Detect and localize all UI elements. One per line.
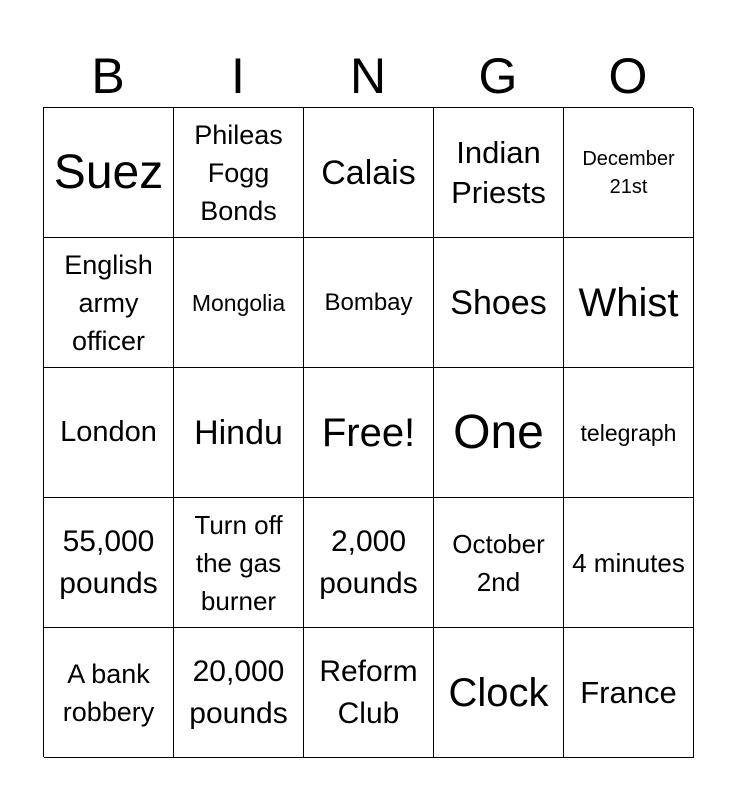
bingo-cell[interactable] <box>564 368 694 498</box>
cell-text: Indian Priests <box>451 134 546 210</box>
header-letter-o: O <box>608 48 648 104</box>
bingo-cell free-space[interactable] <box>304 368 434 498</box>
cell-text: Suez <box>53 145 164 199</box>
bingo-cell[interactable] <box>564 628 694 758</box>
bingo-cell[interactable] <box>434 628 564 758</box>
bingo-cell[interactable] <box>304 498 434 628</box>
cell-text: English army officer <box>64 249 153 356</box>
bingo-cell[interactable] <box>434 238 564 368</box>
bingo-cell[interactable] <box>174 628 304 758</box>
cell-text: telegraph <box>580 419 677 446</box>
cell-text: 55,000 pounds <box>59 524 158 600</box>
cell-text: London <box>60 416 157 448</box>
cell-text: Mongolia <box>191 289 286 316</box>
bingo-cell[interactable] <box>44 368 174 498</box>
bingo-cell[interactable] <box>174 368 304 498</box>
bingo-header <box>43 46 693 106</box>
cell-text: Bombay <box>324 288 413 316</box>
bingo-cell[interactable] <box>434 498 564 628</box>
header-letter-i: I <box>231 48 245 104</box>
bingo-cell[interactable] <box>174 498 304 628</box>
bingo-cell[interactable] <box>44 108 174 238</box>
cell-text: December 21st <box>582 147 675 198</box>
cell-text: Calais <box>321 153 416 192</box>
cell-text: Clock <box>448 670 549 715</box>
cell-text: Whist <box>578 280 679 325</box>
bingo-cell[interactable] <box>304 628 434 758</box>
cell-text: A bank robbery <box>62 658 155 727</box>
cell-text: 4 minutes <box>572 547 685 578</box>
cell-text: Reform Club <box>319 654 418 730</box>
bingo-cell[interactable] <box>304 238 434 368</box>
cell-text: One <box>453 405 544 459</box>
cell-text: Free! <box>321 410 416 455</box>
cell-text: Shoes <box>450 283 547 322</box>
cell-text: Phileas Fogg Bonds <box>194 119 283 226</box>
bingo-cell[interactable] <box>304 108 434 238</box>
bingo-cell[interactable] <box>564 498 694 628</box>
bingo-cell[interactable] <box>564 108 694 238</box>
cell-text: October 2nd <box>452 528 545 597</box>
bingo-cell[interactable] <box>434 368 564 498</box>
bingo-cell[interactable] <box>44 498 174 628</box>
cell-text: Hindu <box>194 413 283 452</box>
bingo-cell[interactable] <box>564 238 694 368</box>
bingo-cell[interactable] <box>174 108 304 238</box>
cell-text: 2,000 pounds <box>319 524 418 600</box>
cell-text: 20,000 pounds <box>189 654 288 730</box>
bingo-cell[interactable] <box>44 238 174 368</box>
bingo-board <box>43 107 693 757</box>
header-letter-n: N <box>349 48 387 104</box>
cell-text: France <box>580 674 677 710</box>
bingo-cell[interactable] <box>174 238 304 368</box>
bingo-cell[interactable] <box>434 108 564 238</box>
header-letter-g: G <box>478 48 518 104</box>
header-letter-b: B <box>91 48 125 104</box>
cell-text: Turn off the gas burner <box>194 509 283 616</box>
bingo-cell[interactable] <box>44 628 174 758</box>
